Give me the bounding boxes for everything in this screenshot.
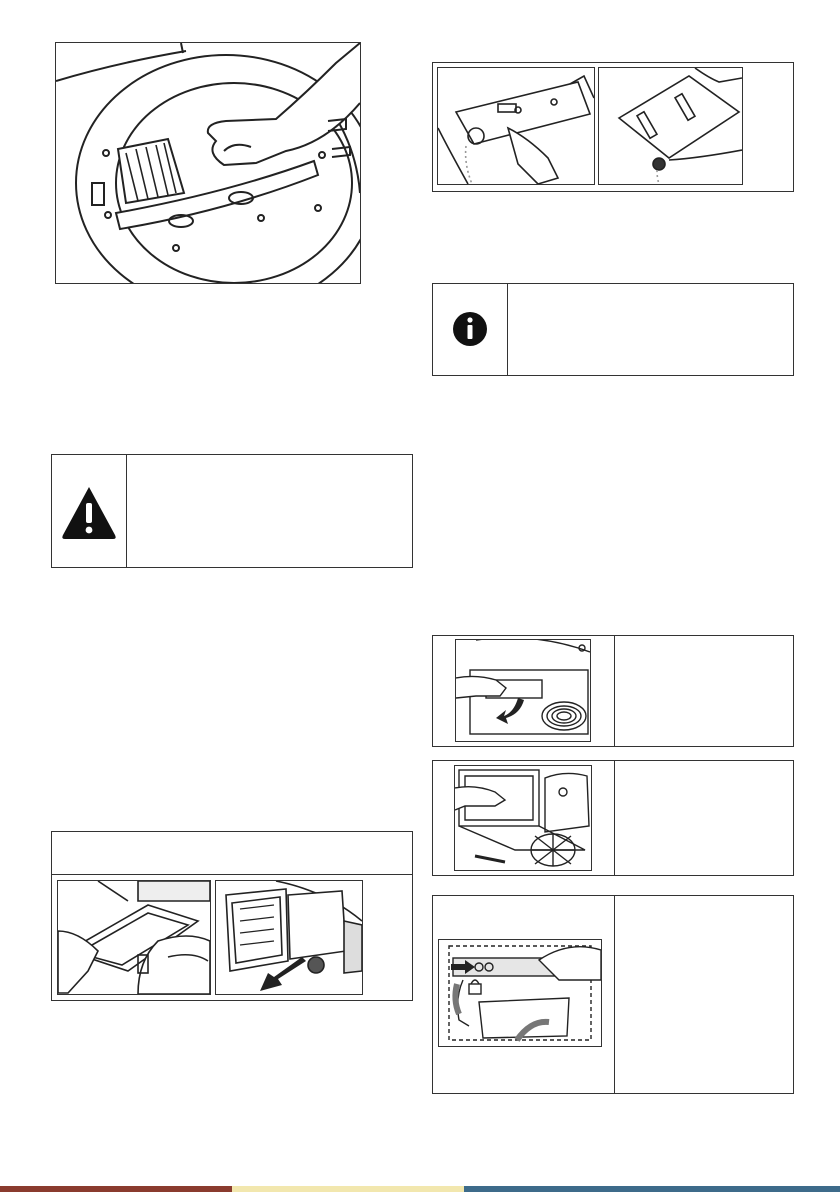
filter-cover-figure [215, 880, 363, 995]
warning-icon-cell [52, 455, 127, 567]
warning-callout [51, 454, 413, 568]
heat-exchanger-figure [454, 765, 592, 871]
page-bottom-bar [0, 1186, 840, 1192]
water-drawer-empty-illustration [599, 68, 742, 184]
drawer-pull-figure [57, 880, 211, 995]
info-circle-icon [433, 284, 507, 375]
drawer-empty-figure [598, 67, 743, 185]
drum-filter-cleaning-illustration [56, 43, 360, 283]
filter-lock-lever-illustration [439, 940, 601, 1046]
drawer-pull-illustration [58, 881, 210, 994]
plinth-cover-figure [455, 639, 591, 742]
info-callout [432, 283, 794, 376]
warning-triangle-icon [52, 455, 126, 567]
drum-filter-figure [55, 42, 361, 284]
drawer-tilt-figure [437, 67, 595, 185]
plinth-cover-removal-illustration [456, 640, 590, 741]
water-drawer-tilt-illustration [438, 68, 594, 184]
heat-exchanger-access-illustration [455, 766, 591, 870]
info-icon-cell [433, 284, 508, 375]
lock-lever-figure [438, 939, 602, 1047]
filter-cover-open-illustration [216, 881, 362, 994]
